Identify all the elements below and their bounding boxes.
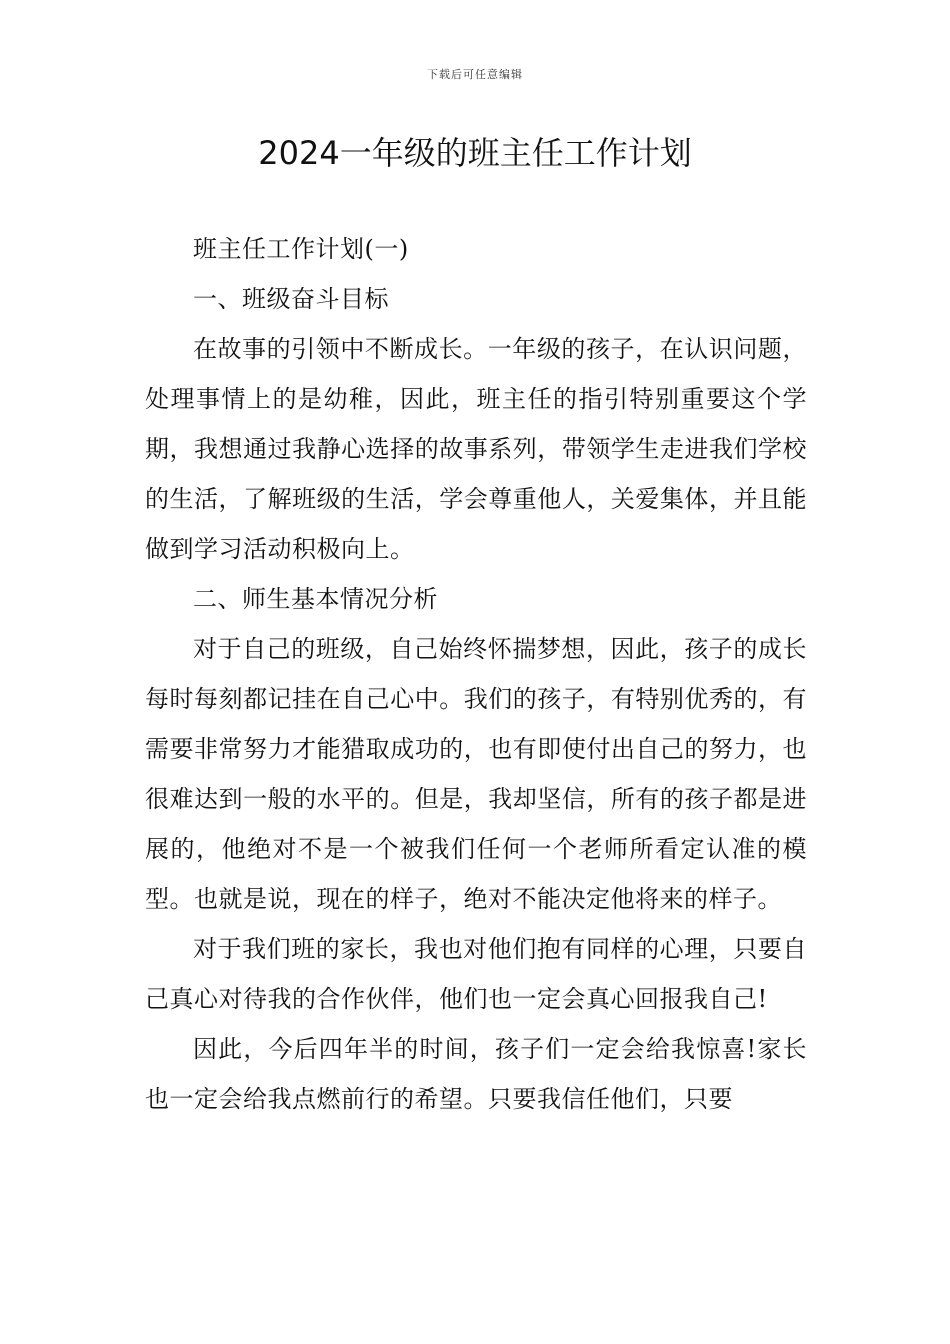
paragraph-parents: 对于我们班的家长，我也对他们抱有同样的心理，只要自己真心对待我的合作伙伴，他们也一定会真心回报我自己! — [145, 935, 807, 1013]
document-body — [145, 224, 807, 1124]
document-title: 2024一年级的班主任工作计划 — [258, 134, 692, 172]
section-subtitle: 班主任工作计划(一) — [193, 235, 409, 263]
paragraph-class-analysis: 对于自己的班级，自己始终怀揣梦想，因此，孩子的成长每时每刻都记挂在自己心中。我们的孩子，有特别优秀的，有需要非常努力才能猎取成功的，也有即使付出自己的努力，也很难达到一般的水平的。但是，我却坚信，所有的孩子都是进展的，他绝对不是一个被我们任何一个老师所看定认准的模型。也就是说，现在的样子，绝对不能决定他将来的样子。 — [145, 635, 807, 913]
section-heading-goal: 一、班级奋斗目标 — [193, 285, 389, 313]
paragraph-goal: 在故事的引领中不断成长。一年级的孩子，在认识问题，处理事情上的是幼稚，因此，班主任的指引特别重要这个学期，我想通过我静心选择的故事系列，带领学生走进我们学校的生活，了解班级的生活，学会尊重他人，关爱集体，并且能做到学习活动积极向上。 — [145, 335, 807, 563]
section-heading-analysis: 二、师生基本情况分析 — [193, 585, 438, 613]
header-note: 下载后可任意编辑 — [427, 68, 523, 81]
paragraph-outlook: 因此，今后四年半的时间，孩子们一定会给我惊喜!家长也一定会给我点燃前行的希望。只要我信任他们，只要 — [145, 1035, 807, 1113]
